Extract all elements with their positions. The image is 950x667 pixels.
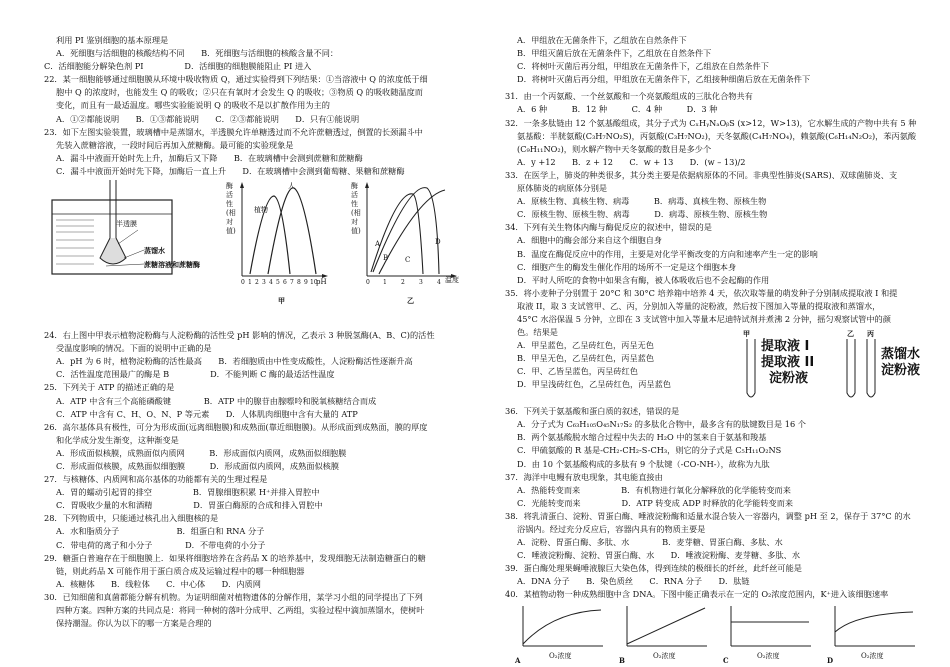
text-line: 27．与核糖体、内质网和高尔基体的功能都有关的生理过程是 bbox=[44, 474, 268, 485]
graph-c-label: C bbox=[723, 655, 729, 665]
text-line: 30．已知细菌和真菌都能分解有机物。为证明细菌对植物遗体的分解作用，某学习小组的同学提出了下列 bbox=[44, 591, 423, 602]
text-line: A．热能转变而来 B．有机物进行氧化分解释放的化学能转变而来 bbox=[517, 484, 791, 495]
plant-curve-label: 植物 bbox=[254, 206, 268, 215]
text-line: C．带电荷的离子和小分子 D．不带电荷的小分子 bbox=[56, 539, 266, 550]
text-line: 32．一条多肽链由 12 个氨基酸组成，其分子式为 CₓHᵧNₐOᵦS (x>12，W>13)，它水解生成的产物中共有 5 种 bbox=[505, 117, 917, 128]
graph-c-xlabel: O₂浓度 bbox=[757, 651, 780, 660]
svg-text:7: 7 bbox=[290, 279, 294, 287]
svg-text:0: 0 bbox=[241, 279, 245, 287]
q40-graphs bbox=[505, 604, 923, 664]
text-line: 24．右上图中甲表示植物淀粉酶与人淀粉酶的活性受 pH 影响的情况，乙表示 3 种脱氢酶(A、B、C)的活性 bbox=[44, 330, 435, 341]
svg-text:0: 0 bbox=[366, 279, 370, 287]
text-line: A．①②都能说明 B．①③都能说明 C．②③都能说明 D．只有①能说明 bbox=[56, 113, 360, 124]
text-line: D．由 10 个氨基酸构成的多肽有 9 个肽键（-CO-NH-），故称为九肽 bbox=[517, 458, 770, 469]
text-line: C．形成面似核膜，成熟面似细胞膜 D．形成面似内质网，成熟面似核膜 bbox=[56, 460, 340, 471]
right-lines bbox=[505, 34, 923, 339]
text-line: A．分子式为 C₆₃H₁₀₅O₄₅N₁₇S₂ 的多肽化合物中，最多含有的肽键数目是 16 个 bbox=[517, 419, 806, 430]
text-line: 28．下列物质中，只能通过核孔出入细胞核的是 bbox=[44, 513, 219, 524]
text-line: C．光能转变而来 D．ATP 转变成 ADP 时释放的化学能转变而来 bbox=[517, 497, 794, 508]
text-line: A．甲组放在无菌条件下，乙组放在自然条件下 bbox=[517, 35, 687, 45]
graph-b-label: B bbox=[619, 655, 625, 665]
text-line: 先装入蔗糖溶液，一段时间后再加入蔗糖酶。最可能的实验现象是 bbox=[56, 139, 294, 150]
svg-text:5: 5 bbox=[276, 279, 280, 287]
text-line: 浴锅内。经过充分反应后，容器内具有的物质主要是 bbox=[517, 524, 706, 534]
figure-row bbox=[44, 180, 484, 325]
text-line: 35．将小麦种子分别置于 20°C 和 30°C 培养箱中培养 4 天，依次取等量的萌发种子分别制成提取液 I 和提 bbox=[505, 287, 898, 298]
tube-right-labels bbox=[881, 347, 920, 379]
text-line: 29．糖蛋白普遍存在于细胞膜上．如果将细胞培养在含药品 X 的培养基中，发现细胞无法制造糖蛋白的糖 bbox=[44, 552, 426, 563]
graph-a-xlabel: O₂浓度 bbox=[549, 651, 572, 660]
text-line: A．死细胞与活细胞的核酸结构不同 B．死细胞与活细胞的核酸含量不同： bbox=[56, 48, 339, 59]
extract-2-label: 提取液 II bbox=[761, 355, 815, 371]
text-line: 22．某一细胞能够通过细胞膜从环境中吸收物质 Q，通过实验得到下列结果：①当溶液中 Q 的浓度低于细 bbox=[44, 74, 428, 85]
text-line: B．两个氨基酸脱水缩合过程中失去的 H₂O 中的氢来自于氨基和羧基 bbox=[517, 432, 767, 443]
text-line: (C₉H₁₁NO₂)，则水解产物中天冬氨酸的数目是多少个 bbox=[517, 143, 712, 154]
text-line: A．y +12 B．z + 12 C．w + 13 D．(w – 13)/2 bbox=[517, 156, 746, 167]
text-line: B．温度在酶促反应中的作用，主要是对化学平衡改变的方向和速率产生一定的影响 bbox=[517, 248, 818, 259]
text-line: C．唾液淀粉酶、淀粉、胃蛋白酶、水 D．唾液淀粉酶、麦芽糖、多肽、水 bbox=[517, 550, 801, 561]
graph-c bbox=[721, 604, 816, 665]
chart-jia-label: 甲 bbox=[278, 296, 285, 306]
text-line: A．DNA 分子 B．染色质丝 C．RNA 分子 D．肽链 bbox=[517, 576, 750, 587]
text-line: 变化，而且有一最适温度。哪些实验能说明 Q 的吸收不是以扩散作用为主的 bbox=[56, 100, 330, 111]
svg-text:3: 3 bbox=[262, 279, 266, 287]
chart-yi-label: 乙 bbox=[407, 296, 414, 306]
text-line: 26．高尔基体具有极性，可分为形成面(远离细胞膜)和成熟面(靠近细胞膜)。从形成面到成熟面，膜的厚度 bbox=[44, 421, 428, 432]
starch-label-2: 淀粉液 bbox=[881, 363, 921, 379]
graph-b bbox=[617, 604, 712, 665]
text-line: D．将树叶灭菌后再分组，甲组放在无菌条件下，乙组接种细菌后放在无菌条件下 bbox=[517, 74, 811, 85]
text-line: 37．海洋中电鳗有放电现象，其电能直接由 bbox=[505, 471, 663, 482]
ph-activity-chart bbox=[224, 176, 334, 316]
text-line: 氨基酸：半胱氨酸(C₃H₇NO₂S)，丙氨酸(C₃H₇NO₂)，天冬氨酸(C₄H₇NO₄)，赖氨酸(C₆H₁₄N₂O₂)，苯丙氨酸 bbox=[517, 130, 917, 141]
y-axis-label: 酶活性(相对值) bbox=[351, 182, 361, 236]
right-column bbox=[505, 34, 923, 664]
human-curve-label: 人 bbox=[288, 182, 295, 191]
text-line: 原体肺炎的病原体分别是 bbox=[517, 183, 608, 194]
text-line: 34．下列有关生物体内酶与酶促反应的叙述中，错误的是 bbox=[505, 222, 712, 233]
text-line: A．6 种 B．12 种 C．4 种 D．3 种 bbox=[517, 104, 718, 115]
curve-c-label: C bbox=[405, 256, 411, 265]
graph-b-xlabel: O₂浓度 bbox=[653, 651, 676, 660]
text-line: A．核糖体 B．线粒体 C．中心体 D．内质网 bbox=[56, 578, 261, 589]
text-line: C．活细胞能分解染色剂 PI D．活细胞的细胞膜能阻止 PI 进入 bbox=[44, 61, 312, 72]
membrane-label: 半透膜 bbox=[116, 220, 137, 229]
text-line: A．胃的蠕动引起胃的排空 B．胃腺细胞积累 H⁺并排入胃腔中 bbox=[56, 487, 320, 498]
tube-yi-label: 乙 bbox=[847, 329, 854, 339]
text-line: 38．将乳清蛋白、淀粉、胃蛋白酶、唾液淀粉酶和适量水混合装入一容器内，调整 pH 至 2，保存于 37°C 的水 bbox=[505, 510, 911, 521]
svg-text:10: 10 bbox=[310, 279, 318, 287]
text-line: 40．某植物动物一种成熟细胞中含 DNA。下图中能正确表示在一定的 O₂浓度范围内，K⁺进入该细胞速率 bbox=[505, 589, 889, 600]
text-line: B．甲组灭菌后放在无菌条件下，乙组放在自然条件下 bbox=[517, 48, 712, 59]
text-line: 链，则此药品 X 可能作用于蛋白质合成及运输过程中的哪一种细胞器 bbox=[56, 565, 305, 576]
svg-text:8: 8 bbox=[297, 279, 301, 287]
water-label: 蒸馏水 bbox=[144, 246, 165, 256]
test-tube-figure bbox=[743, 327, 923, 405]
text-line: 和化学成分发生渐变，这种渐变是 bbox=[56, 434, 179, 445]
graph-a-label: A bbox=[515, 655, 521, 665]
left-column bbox=[44, 34, 484, 630]
water-label-2: 蒸馏水 bbox=[881, 347, 921, 363]
graph-d-label: D bbox=[827, 655, 834, 665]
curve-a-label: A bbox=[375, 240, 381, 249]
text-line: 31．由一个丙氨酸、一个丝氨酸和一个亮氨酸组成的三肽化合物共有 bbox=[505, 91, 753, 102]
text-line: A．pH 为 6 时，植物淀粉酶的活性最高 B．若细胞质由中性变成酸性，人淀粉酶活性逐渐升高 bbox=[56, 356, 413, 367]
starch-label-1: 淀粉液 bbox=[769, 371, 809, 387]
text-line: C．漏斗中液面开始时先下降，加酶后一直上升 D．在玻璃槽中会测到葡萄糖、果糖和蔗糖酶 bbox=[56, 165, 405, 176]
tube-left-labels bbox=[761, 339, 814, 387]
text-line: A．形成面似核膜，成熟面似内质网 B．形成面似内质网，成熟面似细胞膜 bbox=[56, 447, 347, 458]
svg-text:4: 4 bbox=[437, 279, 441, 287]
svg-text:1: 1 bbox=[248, 279, 252, 287]
tube-jia-label: 甲 bbox=[743, 329, 750, 339]
text-line: 36．下列关于氨基酸和蛋白质的叙述，错误的是 bbox=[505, 406, 680, 417]
option-line: A．甲呈蓝色，乙呈砖红色，丙呈无色 bbox=[517, 340, 654, 351]
svg-text:4: 4 bbox=[269, 279, 273, 287]
tube-bing-label: 丙 bbox=[867, 329, 874, 339]
option-line: B．甲呈无色，乙呈砖红色，丙呈蓝色 bbox=[517, 353, 655, 364]
left-lines bbox=[44, 34, 484, 178]
graph-a bbox=[513, 604, 608, 665]
text-line: 四种方案。四种方案的共同点是：将同一种树的落叶分成甲、乙两组，实验过程中滴加蒸馏水，使树叶 bbox=[56, 605, 425, 615]
text-line: A．淀粉、胃蛋白酶、多肽、水 B．麦芽糖、胃蛋白酶、多肽、水 bbox=[517, 537, 783, 548]
solution-label: 蔗糖溶液和蔗糖酶 bbox=[144, 260, 200, 270]
svg-text:9: 9 bbox=[304, 279, 308, 287]
text-line: C．甲硫氨酸的 R 基是-CH₂-CH₂-S-CH₃，则它的分子式是 C₅H₁₁O₂NS bbox=[517, 445, 782, 456]
text-line: 保持潮湿。你认为以下的哪一方案是合理的 bbox=[56, 618, 212, 629]
curve-d-label: D bbox=[435, 238, 441, 247]
text-line: C．活性温度范围最广的酶是 B D．不能判断 C 酶的最适活性温度 bbox=[56, 369, 335, 380]
text-line: 39．蛋白酶处理果蝇唾液腺巨大染色体，得到连续的极细长的纤丝，此纤丝可能是 bbox=[505, 563, 802, 574]
text-line: C．原核生物、原核生物、病毒 D．病毒、原核生物、原核生物 bbox=[517, 209, 768, 220]
svg-text:6: 6 bbox=[283, 279, 287, 287]
svg-text:2: 2 bbox=[401, 279, 405, 287]
text-line: C．胃吸收少量的水和酒精 D．胃蛋白酶原的合成和排入胃腔中 bbox=[56, 500, 323, 511]
text-line: 取液 II，取 3 支试管甲、乙、丙，分别加入等量的淀粉液，然后按下图加入等量的提取液和蒸馏水， bbox=[517, 300, 881, 311]
graph-d bbox=[825, 604, 920, 665]
text-line: 25．下列关于 ATP 的描述正确的是 bbox=[44, 382, 175, 393]
option-line: D．甲呈浅砖红色，乙呈砖红色，丙呈蓝色 bbox=[517, 379, 671, 390]
text-line: C．将树叶灭菌后再分组，甲组放在无菌条件下，乙组放在自然条件下 bbox=[517, 61, 769, 72]
extract-1-label: 提取液 I bbox=[761, 339, 810, 355]
svg-text:2: 2 bbox=[255, 279, 259, 287]
option-line: C．甲、乙皆呈蓝色，丙呈砖红色 bbox=[517, 366, 638, 377]
text-line: 利用 PI 鉴别细胞的基本原理是 bbox=[56, 35, 169, 45]
y-axis-label: 酶活性(相对值) bbox=[226, 182, 236, 236]
text-line: A．ATP 中含有三个高能磷酸键 B．ATP 中的腺苷由腺嘌呤和脱氧核糖结合而成 bbox=[56, 395, 377, 406]
text-line: 受温度影响的情况。下面的说明中正确的是 bbox=[56, 343, 212, 354]
text-line: 23．如下左图实验装置，玻璃槽中是蒸馏水，半透膜允许单糖透过而不允许蔗糖透过，倒置的长颈漏斗中 bbox=[44, 126, 423, 137]
curve-b-label: B bbox=[383, 254, 389, 263]
text-line: A．水和脂质分子 B．组蛋白和 RNA 分子 bbox=[56, 526, 265, 537]
svg-text:1: 1 bbox=[383, 279, 387, 287]
text-line: A．原核生物、真核生物、病毒 B．病毒、真核生物、原核生物 bbox=[517, 196, 767, 207]
text-line: A．细胞中的酶会部分来自这个细胞自身 bbox=[517, 235, 663, 246]
left-lines-2 bbox=[44, 329, 484, 630]
temp-axis-label: 温度 bbox=[445, 276, 459, 285]
q35-options bbox=[505, 339, 755, 391]
text-line: 胞中 Q 的浓度时，也能发生 Q 的吸收；②只在有氧时才会发生 Q 的吸收；③物质 Q 的吸收随温度而 bbox=[56, 87, 423, 98]
text-line: 45°C 水浴保温 5 分钟，立即在 3 支试管中加入等量本尼迪特试剂并煮沸 2 分钟，摇匀观察试管中的颜 bbox=[517, 313, 891, 324]
graph-d-xlabel: O₂浓度 bbox=[861, 651, 884, 660]
text-line: 色。结果是 bbox=[517, 327, 558, 338]
text-line: C．细胞产生的酶发生催化作用的场所不一定是这个细胞本身 bbox=[517, 261, 737, 272]
svg-text:3: 3 bbox=[419, 279, 423, 287]
temperature-activity-chart bbox=[349, 176, 469, 316]
text-line: C．ATP 中含有 C、H、O、N、P 等元素 D．人体肌肉细胞中含有大量的 ATP bbox=[56, 408, 358, 419]
right-lines-2 bbox=[505, 405, 923, 601]
text-line: 33．在医学上，肺炎的种类很多，其分类主要是依据病原体的不同。非典型性肺炎(SARS)、双球菌肺炎、支 bbox=[505, 169, 898, 180]
osmosis-apparatus-figure bbox=[44, 180, 200, 280]
ph-axis-label: pH bbox=[316, 278, 327, 287]
text-line: A．漏斗中液面开始时先上升，加酶后又下降 B．在玻璃槽中会测到蔗糖和蔗糖酶 bbox=[56, 152, 363, 163]
text-line: D．平时人所吃的食物中如果含有酶，被人体吸收后也不会起酶的作用 bbox=[517, 274, 770, 285]
